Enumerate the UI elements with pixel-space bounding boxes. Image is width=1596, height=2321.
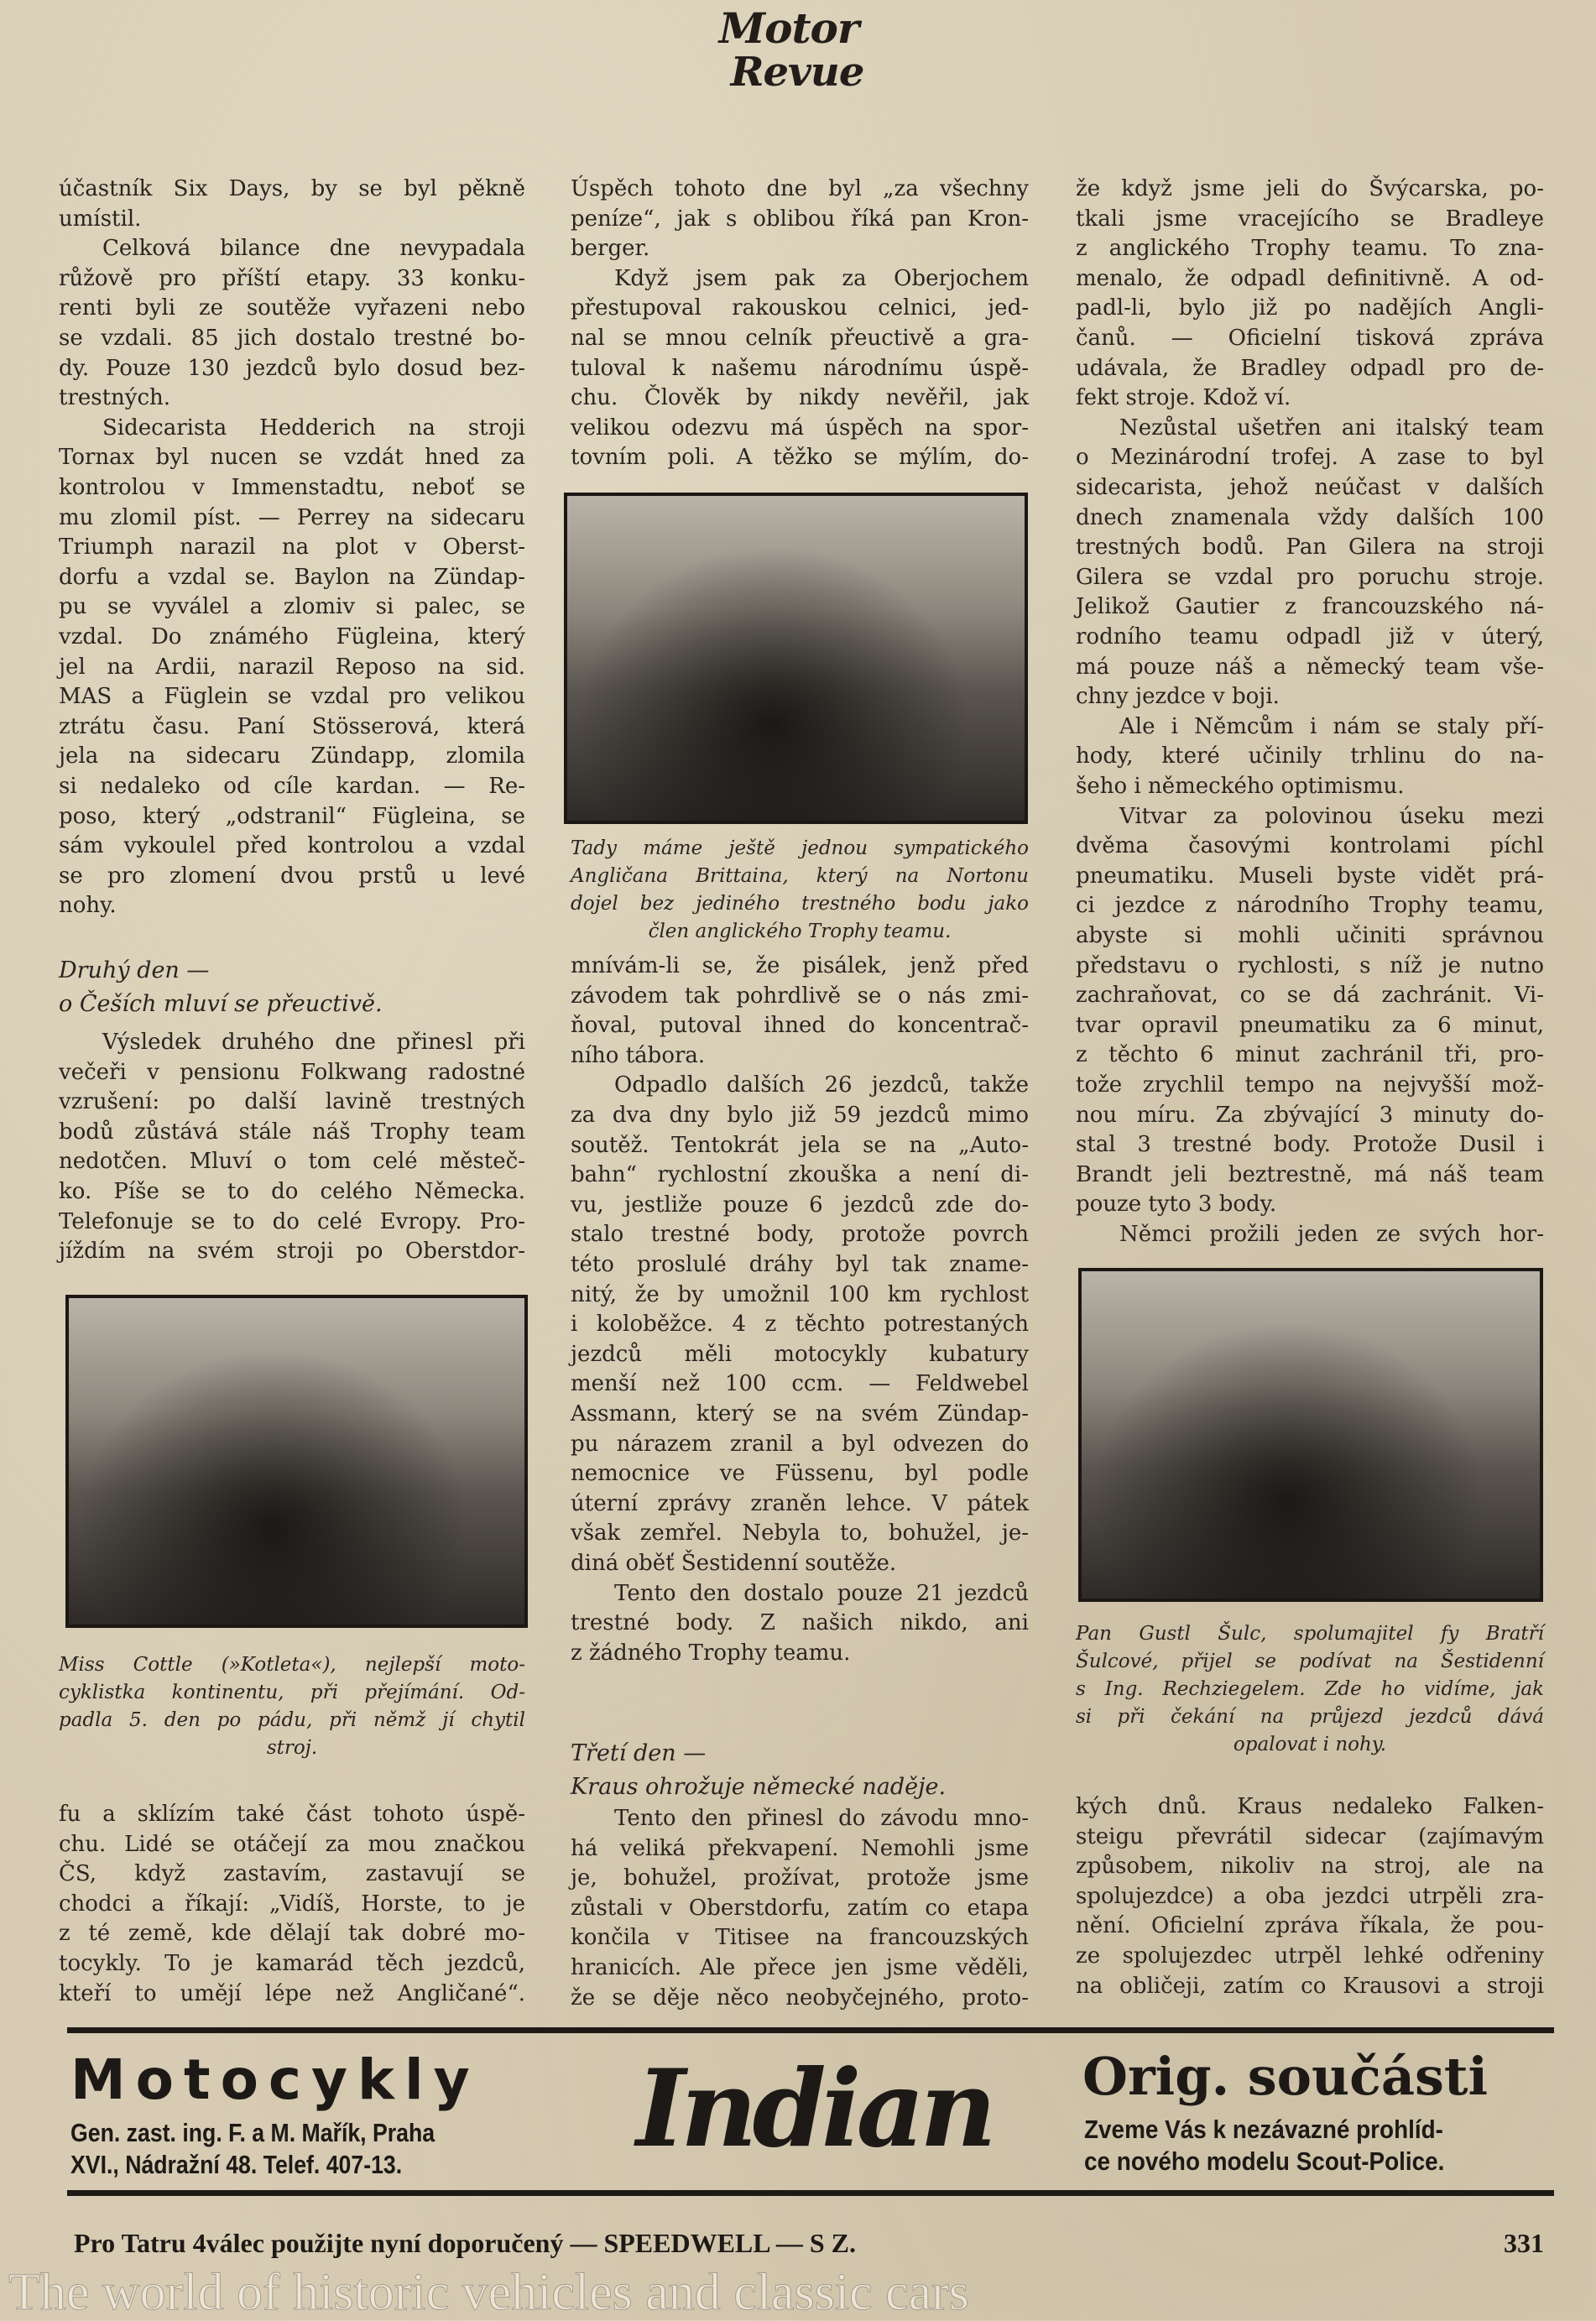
- section-heading: [59, 954, 525, 1021]
- text-line: Tornax byl nucen se vzdát hned za: [59, 445, 525, 471]
- text-line: tvar opravil pneumatiku za 6 minut,: [1076, 1012, 1544, 1038]
- text-line: mu zlomil píst. — Perrey na sidecaru: [59, 504, 525, 530]
- text-line: si nedaleko od cíle kardan. — Re-: [59, 773, 525, 799]
- text-line: kteří to umějí lépe než Angličané“.: [59, 1980, 525, 2006]
- text-line: i koloběžce. 4 z těchto potrestaných: [571, 1312, 1029, 1338]
- paragraph: [571, 952, 1029, 1071]
- text-line: velikou odezvu má úspěch na spor-: [571, 415, 1029, 441]
- text-line: nou míru. Za zbývající 3 minuty do-: [1076, 1102, 1544, 1128]
- text-line: pouze tyto 3 body.: [1076, 1192, 1277, 1218]
- text-line: nění. Oficielní zpráva říkala, že pou-: [1076, 1913, 1544, 1939]
- text-line: pu nárazem zranil a byl odvezen do: [571, 1431, 1029, 1457]
- text-line: padla 5. den po pádu, při němž jí chytil: [59, 1709, 525, 1731]
- text-line: vzrušení: po další lavině trestných: [59, 1089, 525, 1115]
- text-line: dy. Pouze 130 jezdců bylo dosud bez-: [59, 355, 525, 381]
- text-line: se vzdali. 85 jich dostalo trestné bo-: [59, 325, 525, 351]
- text-line: fu a sklízím také část tohoto úspě-: [59, 1802, 525, 1827]
- text-line: vzdal. Do známého Fügleina, který: [59, 623, 525, 649]
- text-line: Tento den přinesl do závodu mno-: [614, 1806, 1029, 1831]
- text-line: závodem tak pohrdlivě se o nás zmi-: [571, 983, 1029, 1009]
- text-line: jezdců měli motocykly kubatury: [571, 1341, 1029, 1367]
- photo-caption: [1076, 1620, 1544, 1759]
- text-line: ze spolujezdec utrpěl lehké odřeniny: [1076, 1943, 1544, 1969]
- text-line: Kraus ohrožuje německé naděje.: [571, 1774, 947, 1800]
- text-line: Vitvar za polovinou úseku mezi: [1119, 803, 1544, 829]
- text-line: Gilera se vzdal pro poruchu stroje.: [1076, 564, 1544, 590]
- paragraph: [571, 175, 1029, 264]
- text-line: dnech znamenala vždy dalších 100: [1076, 504, 1544, 530]
- photo-gustl-sulc: [1078, 1268, 1543, 1602]
- text-line: z té země, kde dělají tak dobré mo-: [59, 1921, 525, 1947]
- text-line: tovním poli. A těžko se mýlím, do-: [571, 445, 1029, 471]
- text-line: Miss Cottle (»Kotleta«), nejlepší moto-: [59, 1654, 525, 1676]
- ad-bottom-rule: [67, 2190, 1554, 2196]
- text-line: růžově pro příští etapy. 33 konku-: [59, 265, 525, 291]
- text-line: renti byli ze soutěže vyřazeni nebo: [59, 295, 525, 321]
- text-line: z žádného Trophy teamu.: [571, 1640, 851, 1666]
- text-line: jela na sidecaru Zündapp, zlomila: [59, 743, 525, 769]
- text-line: há veliká překvapení. Nemohli jsme: [571, 1835, 1029, 1861]
- text-line: ňoval, putoval ihned do koncentrač-: [571, 1013, 1029, 1039]
- ad-top-rule: [67, 2027, 1554, 2033]
- text-line: že když jsme jeli do Švýcarska, po-: [1076, 176, 1544, 201]
- text-line: trestných.: [59, 385, 171, 411]
- text-line: tože zrychlil tempo na nejvyšší mož-: [1076, 1072, 1544, 1098]
- photo-caption: [571, 835, 1029, 946]
- article-column-1: [59, 0, 525, 2014]
- text-line: Celková bilance dne nevypadala: [102, 236, 525, 262]
- text-line: poso, který „odstranil“ Fügleina, se: [59, 803, 525, 829]
- text-line: Tady máme ještě jednou sympatického: [571, 837, 1029, 859]
- text-line: kých dnů. Kraus nedaleko Falken-: [1076, 1794, 1544, 1819]
- paragraph: [1076, 1220, 1544, 1250]
- text-line: ztrátu času. Paní Stösserová, která: [59, 713, 525, 739]
- text-line: tocykly. To je kamarád těch jezdců,: [59, 1950, 525, 1976]
- text-line: sám vykoulel před kontrolou a vzdal: [59, 833, 525, 859]
- indian-brand-logo: Indian: [636, 2047, 992, 2171]
- text-line: Brandt jeli beztrestně, má náš team: [1076, 1161, 1544, 1187]
- text-line: menalo, že odpadl definitivně. A od-: [1076, 265, 1544, 291]
- text-line: zůstali v Oberstdorfu, zatím co etapa: [571, 1895, 1029, 1921]
- text-line: Sidecarista Hedderich na stroji: [102, 415, 525, 441]
- text-line: rodního teamu odpadl již v úterý,: [1076, 623, 1544, 649]
- section-heading: [571, 1737, 1029, 1804]
- paragraph: [59, 1800, 525, 2009]
- text-line: chny jezdce v boji.: [1076, 684, 1280, 710]
- text-line: o Češích mluví se přeuctivě.: [59, 991, 383, 1017]
- paragraph: [59, 234, 525, 414]
- paragraph: [59, 175, 525, 234]
- text-line: účastník Six Days, by se byl pěkně: [59, 176, 525, 201]
- ad-address-line-1: Gen. zast. ing. F. a M. Mařík, Praha: [70, 2118, 436, 2147]
- text-line: představu o rychlosti, s níž je nutno: [1076, 952, 1544, 978]
- paragraph: [1076, 414, 1544, 712]
- text-line: Nezůstal ušetřen ani italský team: [1119, 415, 1544, 441]
- paragraph: [571, 1804, 1029, 2013]
- text-line: Třetí den —: [571, 1740, 707, 1766]
- text-line: jel na Ardii, narazil Reposo na sid.: [59, 654, 525, 680]
- text-line: šeho i německého optimismu.: [1076, 773, 1405, 799]
- text-line: Tento den dostalo pouze 21 jezdců: [614, 1580, 1029, 1606]
- text-line: ního tábora.: [571, 1042, 706, 1068]
- text-line: bodů zůstává stále náš Trophy team: [59, 1119, 525, 1145]
- text-line: umístil.: [59, 206, 142, 232]
- page-number: 331: [1504, 2228, 1544, 2258]
- text-line: pu se vyválel a zlomiv si palec, se: [59, 594, 525, 620]
- text-line: nemocnice ve Füssenu, byl podle: [571, 1461, 1029, 1487]
- text-line: tuloval k našemu národnímu úspě-: [571, 355, 1029, 381]
- text-line: o Mezinárodní trofej. A zase to byl: [1076, 445, 1544, 471]
- text-line: ČS, když zastavím, zastavují se: [59, 1861, 525, 1887]
- text-line: steigu převrátil sidecar (zajímavým: [1076, 1823, 1544, 1849]
- paragraph: [1076, 175, 1544, 414]
- text-line: Výsledek druhého dne přinesl při: [102, 1030, 525, 1055]
- text-line: kontrolou v Immenstadtu, neboť se: [59, 474, 525, 500]
- text-line: stalo trestné body, protože povrch: [571, 1222, 1029, 1248]
- text-line: nitý, že by umožnil 100 km rychlost: [571, 1281, 1029, 1307]
- article-column-3: [1076, 0, 1544, 2014]
- text-line: večeři v pensionu Folkwang radostné: [59, 1059, 525, 1085]
- text-line: opalovat i nohy.: [1233, 1734, 1387, 1755]
- text-line: stal 3 trestné body. Protože Dusil i: [1076, 1132, 1544, 1158]
- text-line: diná oběť Šestidenní soutěže.: [571, 1550, 897, 1576]
- text-line: s Ing. Rechziegelem. Zde ho vidíme, jak: [1076, 1678, 1544, 1700]
- text-line: berger.: [571, 236, 650, 262]
- text-line: na obličeji, zatím co Krausovi a stroji: [1076, 1973, 1544, 1999]
- paragraph: [1076, 1792, 1544, 2001]
- paragraph: [1076, 802, 1544, 1220]
- text-line: MAS a Füglein se vzdal pro velikou: [59, 684, 525, 710]
- text-line: chu. Člověk by nikdy nevěřil, jak: [571, 385, 1029, 411]
- text-line: ko. Píše se to do celého Německa.: [59, 1178, 525, 1204]
- text-line: stroj.: [266, 1737, 318, 1759]
- text-line: je, bohužel, prožívat, protože jsme: [571, 1865, 1029, 1891]
- ad-invite-line-2: ce nového modelu Scout-Police.: [1084, 2146, 1445, 2176]
- text-line: této proslulé dráhy byl tak zname-: [571, 1251, 1029, 1277]
- ad-headline-motocykly: Motocykly: [70, 2047, 480, 2112]
- text-line: Úspěch tohoto dne byl „za všechny: [571, 176, 1029, 201]
- text-line: mnívám-li se, že pisálek, jenž před: [571, 953, 1029, 978]
- text-line: z anglického Trophy teamu. To zna-: [1076, 236, 1544, 262]
- text-line: pneumatiku. Museli byste vidět prá-: [1076, 863, 1544, 889]
- text-line: končila v Titisee na francouzských: [571, 1925, 1029, 1951]
- text-line: čanů. — Oficielní tisková zpráva: [1076, 325, 1544, 351]
- text-line: za dva dny bylo již 59 jezdců mimo: [571, 1102, 1029, 1128]
- ad-parts-headline: Orig. součásti: [1082, 2046, 1489, 2107]
- text-line: má pouze náš a německý team vše-: [1076, 654, 1544, 680]
- text-line: způsobem, nikoliv na stroj, ale na: [1076, 1854, 1544, 1880]
- text-line: jíždím na svém stroji po Oberstdor-: [59, 1239, 525, 1265]
- text-line: nedotčen. Mluví o tom celé městeč-: [59, 1149, 525, 1175]
- text-line: že se děje něco neobyčejného, proto-: [571, 1985, 1029, 2011]
- text-line: člen anglického Trophy teamu.: [648, 921, 952, 942]
- text-line: trestné body. Z našich nikdo, ani: [571, 1610, 1029, 1636]
- text-line: vu, jestliže pouze 6 jezdců zde do-: [571, 1192, 1029, 1218]
- text-line: dojel bez jediného trestného bodu jako: [571, 893, 1029, 915]
- text-line: hody, které učinily trhlinu do na-: [1076, 743, 1544, 769]
- text-line: přestupoval rakouskou celnici, jed-: [571, 295, 1029, 321]
- text-line: Triumph narazil na plot v Oberst-: [59, 535, 525, 561]
- text-line: ci jezdce z národního Trophy teamu,: [1076, 893, 1544, 919]
- text-line: soutěž. Tentokrát jela se na „Auto-: [571, 1132, 1029, 1158]
- text-line: dorfu a vzdal se. Baylon na Zündap-: [59, 564, 525, 590]
- text-line: Jelikož Gautier z francouzského ná-: [1076, 594, 1544, 620]
- text-line: Odpadlo dalších 26 jezdců, takže: [614, 1072, 1029, 1098]
- paragraph: [1076, 712, 1544, 802]
- text-line: tkali jsme vracejícího se Bradleye: [1076, 206, 1544, 232]
- text-line: Assmann, který se na svém Zündap-: [571, 1400, 1029, 1427]
- text-line: peníze“, jak s oblibou říká pan Kron-: [571, 206, 1029, 232]
- text-line: si při čekání na průjezd jezdců dává: [1076, 1706, 1544, 1728]
- text-line: hranicích. Ale přece jen jsme věděli,: [571, 1954, 1029, 1980]
- text-line: zachraňovat, co se dá zachránit. Vi-: [1076, 983, 1544, 1009]
- text-line: padl-li, bylo již po nadějích Angli-: [1076, 295, 1544, 321]
- text-line: abyste si mohli učiniti správnou: [1076, 922, 1544, 948]
- text-line: menší než 100 ccm. — Feldwebel: [571, 1371, 1029, 1397]
- photo-caption: [59, 1651, 525, 1762]
- photo-brittain-norton: [564, 493, 1028, 824]
- text-line: cyklistka kontinentu, při přejímání. Od-: [59, 1682, 525, 1703]
- logo-line-motor: Motor: [718, 3, 859, 53]
- text-line: však zemřel. Nebyla to, bohužel, je-: [571, 1520, 1029, 1546]
- text-line: z těchto 6 minut zachránil tři, pro-: [1076, 1042, 1544, 1068]
- text-line: dvěma časovými kontrolami píchl: [1076, 833, 1544, 859]
- text-line: chu. Lidé se otáčejí za mou značkou: [59, 1831, 525, 1857]
- logo-line-revue: Revue: [730, 49, 864, 96]
- article-column-2: [571, 0, 1029, 2014]
- ad-invite-line-1: Zveme Vás k nezávazné prohlíd-: [1084, 2115, 1443, 2144]
- paragraph: [571, 264, 1029, 473]
- watermark-tagline: The world of historic vehicles and classic cars: [8, 2264, 969, 2321]
- text-line: spolujezdce) a oba jezdci utrpěli zra-: [1076, 1883, 1544, 1909]
- paragraph: [571, 1071, 1029, 1578]
- text-line: se pro zlomení dvou prstů u levé: [59, 863, 525, 889]
- text-line: Šulcové, přijel se podívat na Šestidenní: [1076, 1651, 1544, 1672]
- ad-address-line-2: XVI., Nádražní 48. Telef. 407-13.: [70, 2150, 403, 2179]
- text-line: Ale i Němcům i nám se staly pří-: [1119, 713, 1544, 739]
- footer-speedwell-ad: Pro Tatru 4válec použijte nyní doporučený — SPEEDWELL — S Z.: [74, 2228, 856, 2258]
- photo-miss-cottle: [65, 1295, 528, 1628]
- text-line: Když jsem pak za Oberjochem: [614, 265, 1029, 291]
- text-line: nal se mnou celník přeuctivě a gra-: [571, 325, 1029, 351]
- text-line: trestných bodů. Pan Gilera na stroji: [1076, 535, 1544, 561]
- text-line: úterní zprávy zraněn lehce. V pátek: [571, 1490, 1029, 1516]
- text-line: Druhý den —: [59, 957, 210, 983]
- text-line: chodci a říkají: „Vidíš, Horste, to je: [59, 1891, 525, 1917]
- paragraph: [59, 414, 525, 921]
- text-line: Angličana Brittaina, který na Nortonu: [571, 865, 1029, 887]
- paragraph: [571, 1579, 1029, 1669]
- text-line: nohy.: [59, 893, 117, 919]
- text-line: bahn“ rychlostní zkouška a není di-: [571, 1162, 1029, 1188]
- text-line: udávala, že Bradley odpadl pro de-: [1076, 355, 1544, 381]
- text-line: fekt stroje. Kdož ví.: [1076, 385, 1291, 411]
- text-line: Němci prožili jeden ze svých hor-: [1119, 1222, 1544, 1247]
- text-line: Pan Gustl Šulc, spolumajitel fy Bratří: [1076, 1623, 1544, 1645]
- text-line: Telefonuje se to do celé Evropy. Pro-: [59, 1208, 525, 1234]
- paragraph: [59, 1028, 525, 1267]
- text-line: sidecarista, jehož neúčast v dalších: [1076, 474, 1544, 500]
